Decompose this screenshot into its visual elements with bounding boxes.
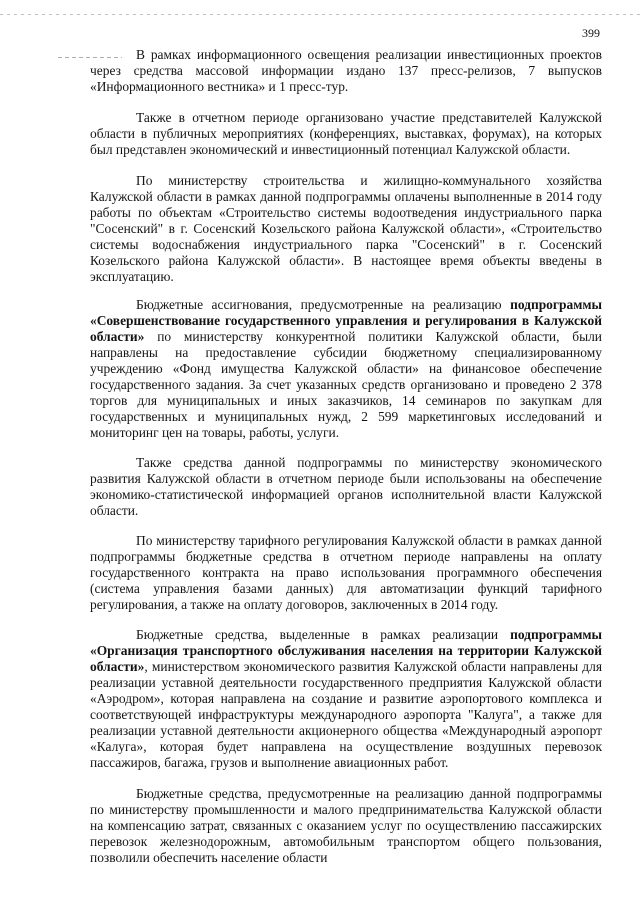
paragraph-tariff-regulation: По министерству тарифного регулирования Калужской области в рамках данной подпрограммы бюджетные средства в отчетном периоде направлены на оплату государственного контракта на право использования программного обеспечения (система управления базами данных) для автоматизации функций тарифного регулирования, а также на оплату договоров, заключенных в 2014 году.	[90, 533, 602, 612]
page-number: 399	[582, 26, 600, 40]
paragraph-public-events: Также в отчетном периоде организовано участие представителей Калужской области в публичных мероприятиях (конференциях, выставках, форумах), на которых был представлен экономический и инвестиционный потенциал Калужской области.	[90, 110, 602, 157]
subprogram-title: подпрограммы «Совершенствование государственного управления и регулирования в Калужской области»	[90, 297, 602, 344]
subprogram-title: подпрограммы «Организация транспортного обслуживания населения на территории Калужской области»	[90, 627, 602, 674]
paragraph-text-before: Бюджетные ассигнования, предусмотренные на реализацию	[136, 297, 511, 312]
paragraph-text-before: Бюджетные средства, выделенные в рамках реализации	[136, 627, 511, 642]
paragraph-passenger-transport: Бюджетные средства, предусмотренные на реализацию данной подпрограммы по министерству промышленности и малого предпринимательства Калужской области на компенсацию затрат, связанных с оказанием услуг по осуществлению пассажирских перевозок железнодорожным, автомобильным транспортом общего пользования, позволили обеспечить население области	[90, 786, 602, 865]
paragraph-governance-subprogram	[90, 297, 602, 441]
paragraph-text-after: , министерством экономического развития Калужской области направлены для реализации уставной деятельности государственного предприятия Калужской области «Аэродром», которая направлена на создание и развитие аэропортового комплекса и соответствующей инфраструктуры международного аэропорта "Калуга", а также для реализации уставной деятельности акционерного общества «Международный аэропорт «Калуга», которая будет направлена на осуществление воздушных перевозок пассажиров, багажа, грузов и выполнение авиационных работ.	[90, 659, 602, 770]
paragraph-construction-ministry: По министерству строительства и жилищно-коммунального хозяйства Калужской области в рамках данной подпрограммы оплачены выполненные в 2014 году работы по объектам «Строительство системы водоотведения индустриального парка "Сосенский" в г. Сосенский Козельского района Калужской области», «Строительство системы водоснабжения индустриального парка "Сосенский" в г. Сосенский Козельского района Калужской области». В настоящее время объекты введены в эксплуатацию.	[90, 173, 602, 284]
paragraph-economic-statistics: Также средства данной подпрограммы по министерству экономического развития Калужской области в отчетном периоде были использованы на обеспечение экономико-статистической информацией органов исполнительной власти Калужской области.	[90, 455, 602, 518]
document-body	[90, 47, 602, 866]
paragraph-press-releases: В рамках информационного освещения реализации инвестиционных проектов через средства массовой информации издано 137 пресс-релизов, 7 выпусков «Информационного вестника» и 1 пресс-тур.	[90, 47, 602, 94]
scan-artifact-line	[0, 14, 640, 15]
paragraph-transport-subprogram	[90, 627, 602, 771]
paragraph-text-after: по министерству конкурентной политики Калужской области, были направлены на предоставление субсидии бюджетному специализированному учреждению «Фонд имущества Калужской области» на финансовое обеспечение государственного задания. За счет указанных средств организовано и проведено 2 378 торгов для муниципальных и иных заказчиков, 14 семинаров по закупкам для государственных и муниципальных нужд, 2 599 маркетинговых исследований и мониторинг цен на товары, работы, услуги.	[90, 329, 602, 440]
